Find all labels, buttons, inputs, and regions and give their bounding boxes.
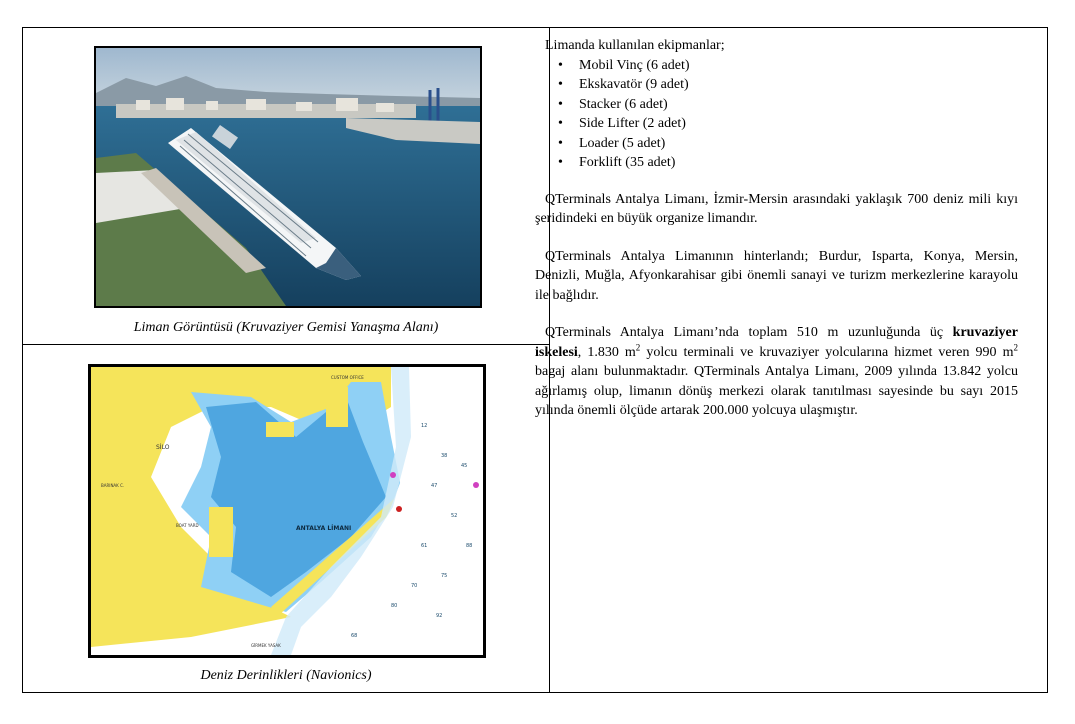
svg-text:38: 38 [441, 453, 448, 459]
svg-text:80: 80 [391, 603, 398, 609]
map-port-label: ANTALYA LİMANI [296, 525, 352, 532]
map-caption: Deniz Derinlikleri (Navionics) [200, 668, 372, 683]
depth-map-image [91, 367, 483, 655]
port-photo [94, 46, 482, 308]
list-item: • Ekskavatör (9 adet) [579, 75, 1018, 95]
paragraph-hinterland: QTerminals Antalya Limanının hinterlandı; Burdur, Isparta, Konya, Mersin, Denizli, Muğla, Afyonkarahisar gibi önemli sanayi ve turizm merkezlerine karayolu ile bağlıdır. [535, 248, 1018, 303]
svg-text:52: 52 [451, 513, 458, 519]
svg-text:47: 47 [431, 483, 438, 489]
map-girmek-label: GİRMEK YASAK [251, 643, 281, 648]
cruise-pier-term: kruvaziyer iskelesi [535, 325, 1018, 360]
paragraph-cruise: QTerminals Antalya Limanı’nda toplam 510 m uzunluğunda üç kruvaziyer iskelesi, 1.830 $m^2$ yolcu terminali ve kruvaziyer yolcularına hizmet veren 990 $m^2$ bagaj alanı bulunmaktadır. QTerminals Antalya Limanı, 2009 yılında 13.842 yolcu ağırlamış olup, limanın dönüş merkezi olarak tanıtılması sayesinde bu sayı 2015 yılında önemli ölçüde artarak 200.000 yolcuya ulaşmıştır. [535, 325, 1019, 418]
list-item: • Stacker (6 adet) [579, 95, 1018, 115]
map-boatyard-label: BOAT YARD [176, 523, 199, 528]
row-divider [23, 344, 549, 345]
map-silo-label: SİLO [156, 444, 170, 451]
svg-text:61: 61 [421, 543, 428, 549]
navigation-chart [88, 364, 486, 658]
svg-text:88: 88 [466, 543, 473, 549]
svg-text:75: 75 [441, 573, 448, 579]
photo-caption: Liman Görüntüsü (Kruvaziyer Gemisi Yanaşma Alanı) [133, 320, 439, 335]
cruise-ship-image [96, 48, 480, 306]
svg-text:70: 70 [411, 583, 418, 589]
svg-text:45: 45 [461, 463, 468, 469]
list-item: • Loader (5 adet) [579, 134, 1018, 154]
svg-text:92: 92 [436, 613, 443, 619]
list-item: • Mobil Vinç (6 adet) [579, 56, 1018, 76]
equipment-intro: Limanda kullanılan ekipmanlar; [545, 38, 725, 53]
svg-text:12: 12 [421, 423, 428, 429]
equipment-list [535, 56, 1018, 173]
list-item: • Forklift (35 adet) [579, 153, 1018, 173]
paragraph-port-size: QTerminals Antalya Limanı, İzmir-Mersin arasındaki yaklaşık 700 deniz mili kıyı şeridindeki en büyük organize limandır. [535, 191, 1018, 226]
svg-text:68: 68 [351, 633, 358, 639]
description-column [535, 36, 1018, 421]
map-custom-label: CUSTOM OFFICE [331, 375, 364, 380]
list-item: • Side Lifter (2 adet) [579, 114, 1018, 134]
map-barinak-label: BARINAK C. [101, 483, 125, 488]
